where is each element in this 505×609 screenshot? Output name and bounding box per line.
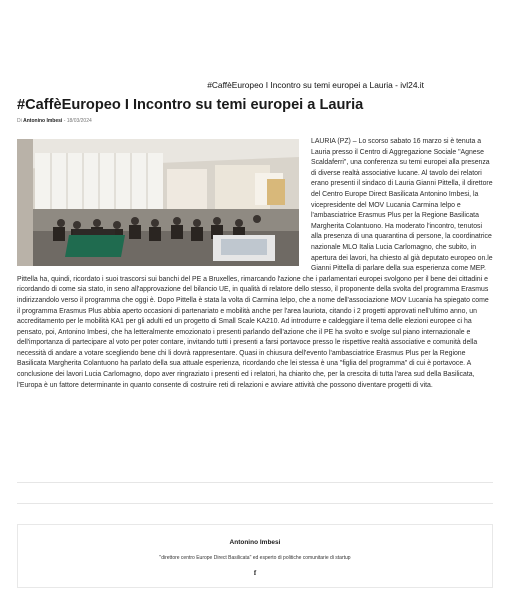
author-box: [17, 524, 493, 588]
author-box-bio: "direttore centro Europe Direct Basilicata" ed esperto di politiche comunitarie di startup: [159, 555, 351, 561]
article-title: #CaffèEuropeo I Incontro su temi europei a Lauria: [17, 97, 364, 113]
byline: [17, 118, 92, 124]
article-date: 18/03/2024: [66, 118, 92, 124]
author-box-name[interactable]: Antonino Imbesi: [229, 539, 281, 546]
byline-prefix: Di: [17, 118, 22, 124]
divider: [17, 482, 493, 483]
facebook-icon[interactable]: f: [253, 569, 257, 577]
byline-separator: -: [63, 118, 66, 124]
author-link[interactable]: Antonino Imbesi: [23, 118, 63, 124]
article-text: LAURIA (PZ) – Lo scorso sabato 16 marzo si è tenuta a Lauria presso il Centro di Aggregazione Sociale "Agnese Scaldaferri", una conferenza su temi europei alla presenza di diverse realtà associative lucane. Al tavolo dei relatori erano presenti il sindaco di Lauria Gianni Pittella, il direttore del Centro Europe Direct Basilicata Antonino Imbesi, la vicepresidente del MOV Lucania Carmina Ielpo e l'ambasciatrice Erasmus Plus per la Regione Basilicata Margherita Colantuono. Ha moderato l'incontro, tenutosi alla presenza di una quarantina di persone, la coordinatrice nazionale MLO Italia Lucia Carlomagno, che subito, in apertura dei lavori, ha chiesto al già deputato europeo on.le Gianni Pittella di parlare della sua esperienza come MEP. Pittella ha, quindi, ricordato i suoi trascorsi sui banchi del PE a Bruxelles, rimarcando l'azione che i parlamentari europei svolgono per il bene dei cittadini e ricordando di come sia stato, in seno all'approvazione del bilancio UE, in qualità di relatore dello stesso, il proponente della svolta del programma Erasmus indirizzandolo verso il programma che oggi è. Dopo Pittella è stata la volta di Carmina Ielpo, che a nome dell'associazione MOV Lucania ha spiegato come il programma Erasmus Plus abbia aperto occasioni di partenariato e mobilità anche per l'area lauriota, citando i 2 progetti approvati nell'ultimo anno, un accreditamento per le mobilità KA1 per gli adulti ed un progetto di Small Scale KA210. Ad introdurre e caldeggiare il tema delle elezioni europee ci ha pensato, poi, Antonino Imbesi, che ha letteralmente emozionato i presenti parlando dell'azione che il PE ha svolto e svolge sul piano internazionale e dell'importanza di partecipare al voto per poter contare, invitando tutti i presenti a farsi portavoce presso le rispettive realtà associative e comunità della necessità di andare a votare scegliendo bene chi li dovrà rappresentare. Quasi in chiusura dell'evento l'ambasciatrice Erasmus Plus per la Regione Basilicata Margherita Colantuono ha parlato della sua attuale esperienza, ricordando che lei stessa è una "figlia del programma" di cui è portavoce. A conclusione dei lavori Lucia Carlomagno, dopo aver ringraziato i presenti ed i relatori, ha chiarito che, per la crescita di tutta l'area sud della Basilicata, l'Europa è un fattore determinante in quanto consente di costruire reti di relazioni e avviare attività che possono diventare progetti di vita.: [17, 138, 493, 389]
article-photo: [17, 139, 299, 266]
divider: [17, 503, 493, 504]
article-body: [17, 137, 493, 391]
site-title: #CaffèEuropeo I Incontro su temi europei a Lauria - ivl24.it: [207, 80, 424, 90]
